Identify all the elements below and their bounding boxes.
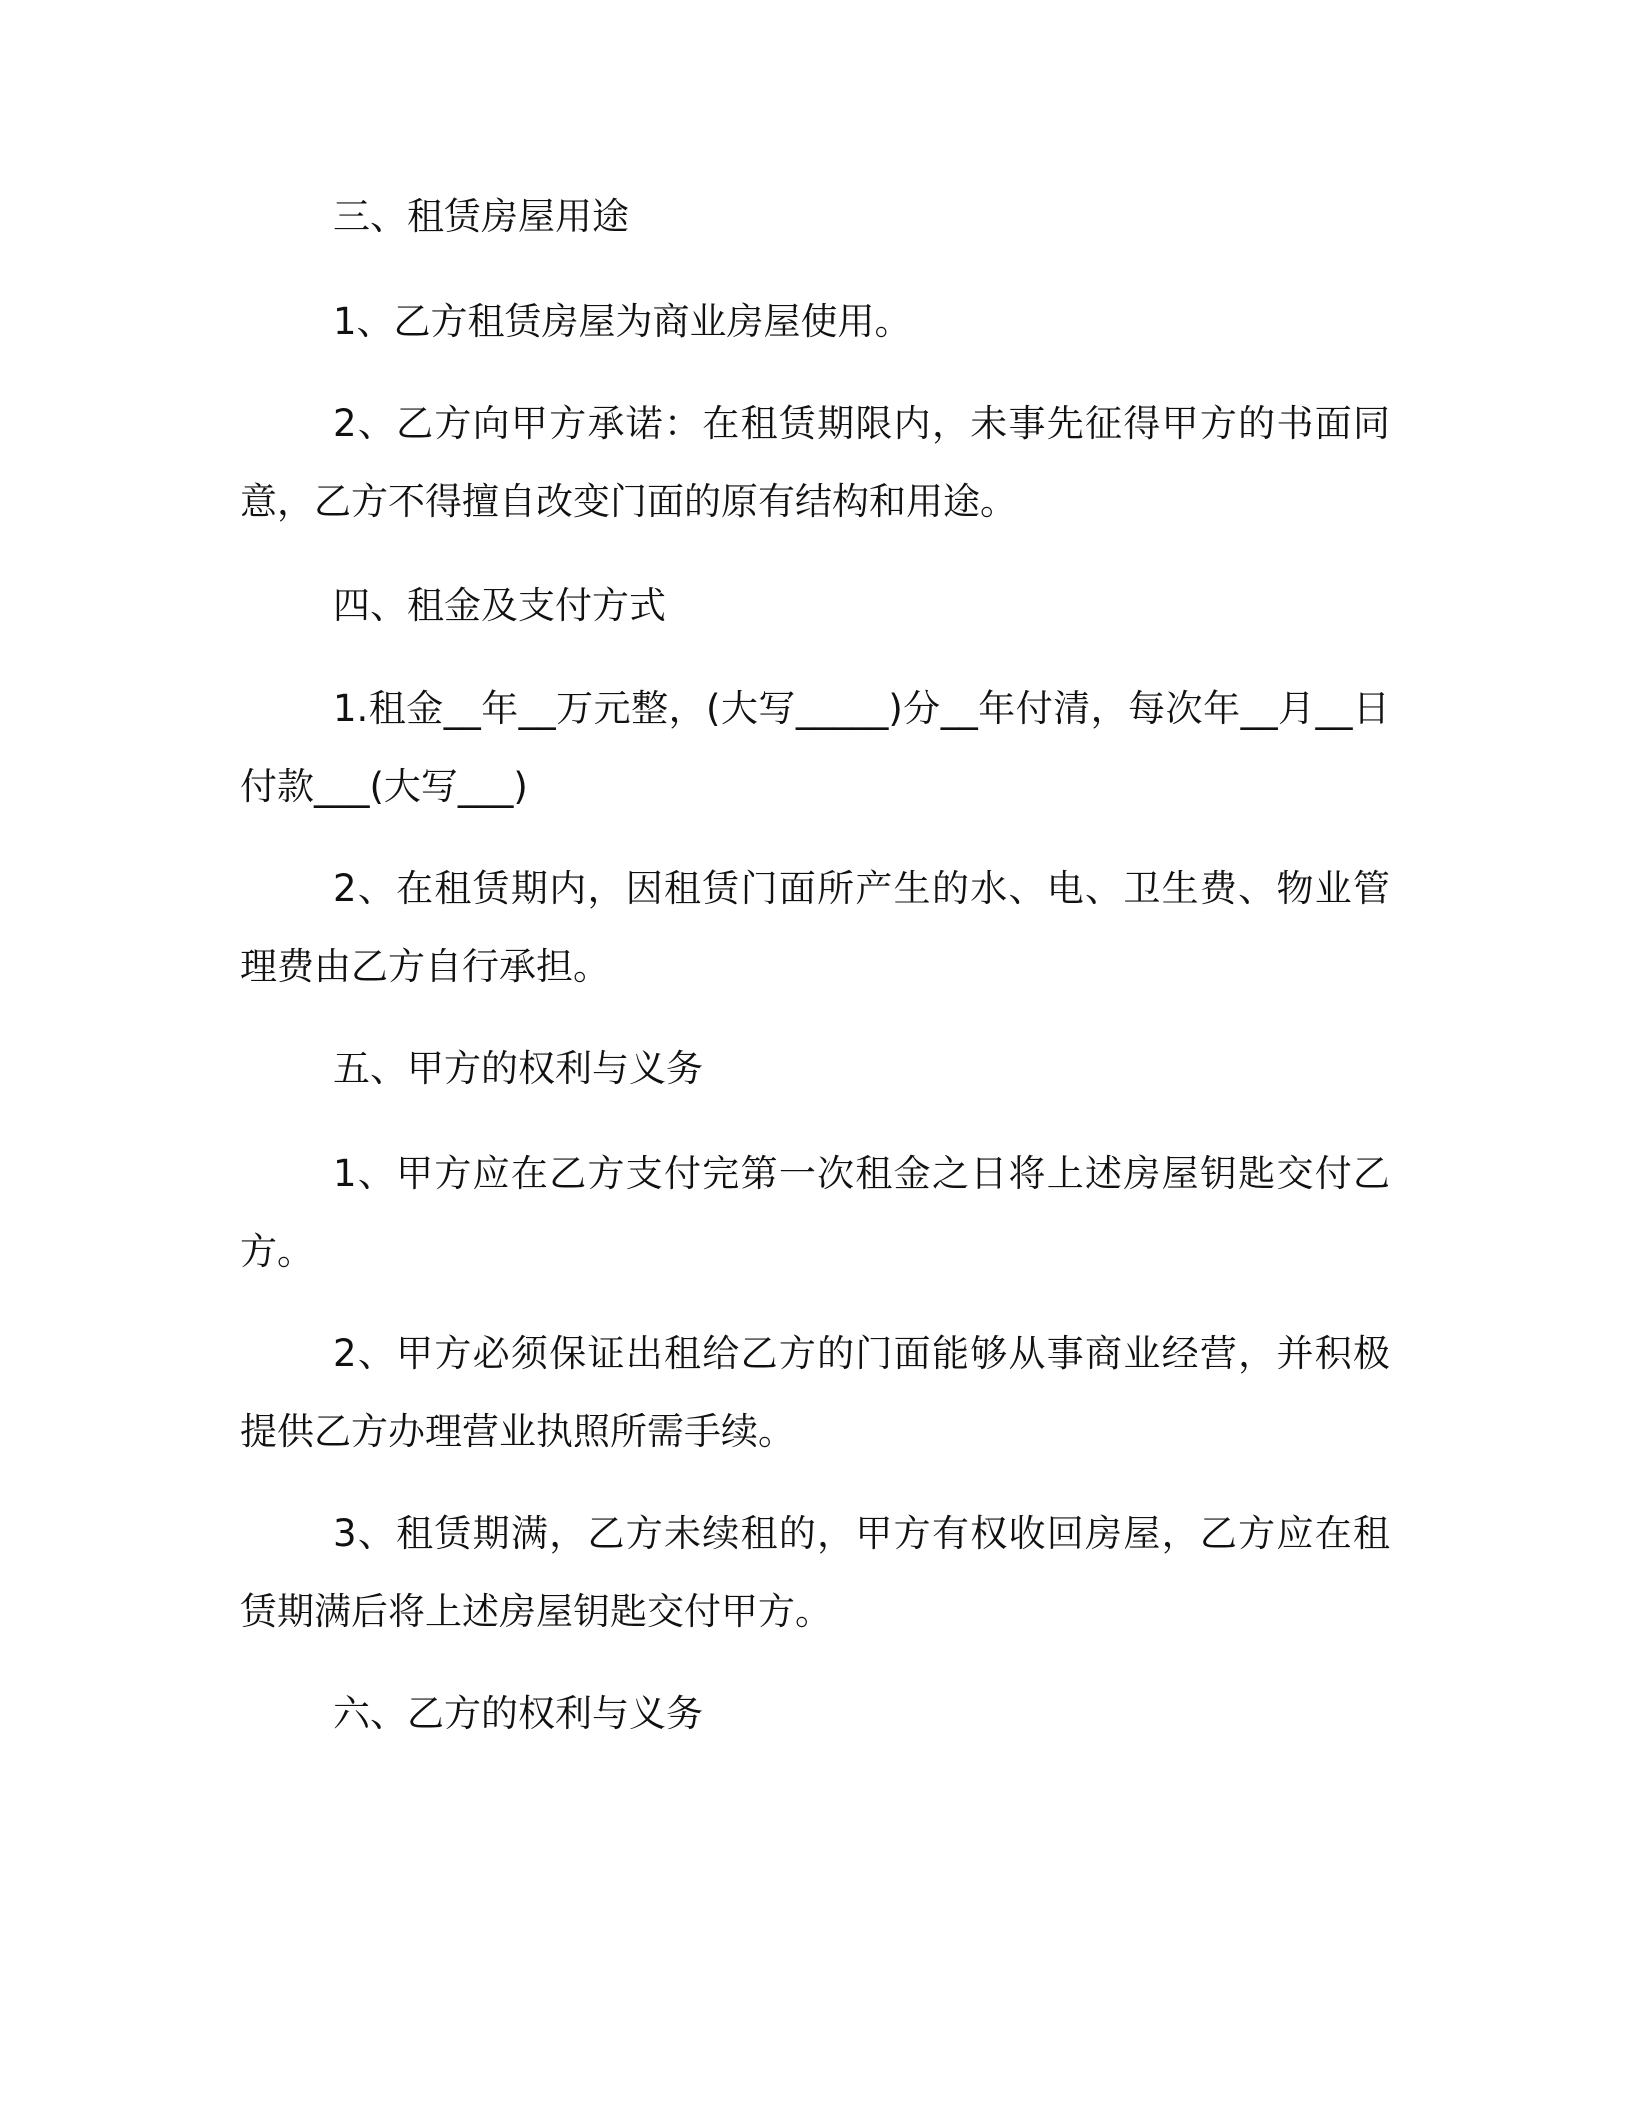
paragraph-rent-1: 1.租金__年__万元整，(大写_____)分__年付清，每次年__月__日付款___(大写___) — [240, 687, 1390, 808]
section-heading-lessee-rights: 六、乙方的权利与义务 — [333, 1692, 703, 1735]
section-heading-rent: 四、租金及支付方式 — [333, 584, 666, 627]
paragraph-rent-2: 2、在租赁期内，因租赁门面所产生的水、电、卫生费、物业管理费由乙方自行承担。 — [240, 867, 1390, 988]
paragraph-lessor-2: 2、甲方必须保证出租给乙方的门面能够从事商业经营，并积极提供乙方办理营业执照所需手续。 — [240, 1332, 1390, 1453]
section-heading-usage: 三、租赁房屋用途 — [333, 195, 629, 238]
paragraph-usage-2: 2、乙方向甲方承诺：在租赁期限内，未事先征得甲方的书面同意，乙方不得擅自改变门面的原有结构和用途。 — [240, 402, 1390, 523]
paragraph-lessor-1: 1、甲方应在乙方支付完第一次租金之日将上述房屋钥匙交付乙方。 — [240, 1152, 1390, 1273]
paragraph-lessor-3: 3、租赁期满，乙方未续租的，甲方有权收回房屋，乙方应在租赁期满后将上述房屋钥匙交付甲方。 — [240, 1512, 1390, 1633]
paragraph-usage-1: 1、乙方租赁房屋为商业房屋使用。 — [333, 300, 912, 343]
section-heading-lessor-rights: 五、甲方的权利与义务 — [333, 1047, 703, 1090]
